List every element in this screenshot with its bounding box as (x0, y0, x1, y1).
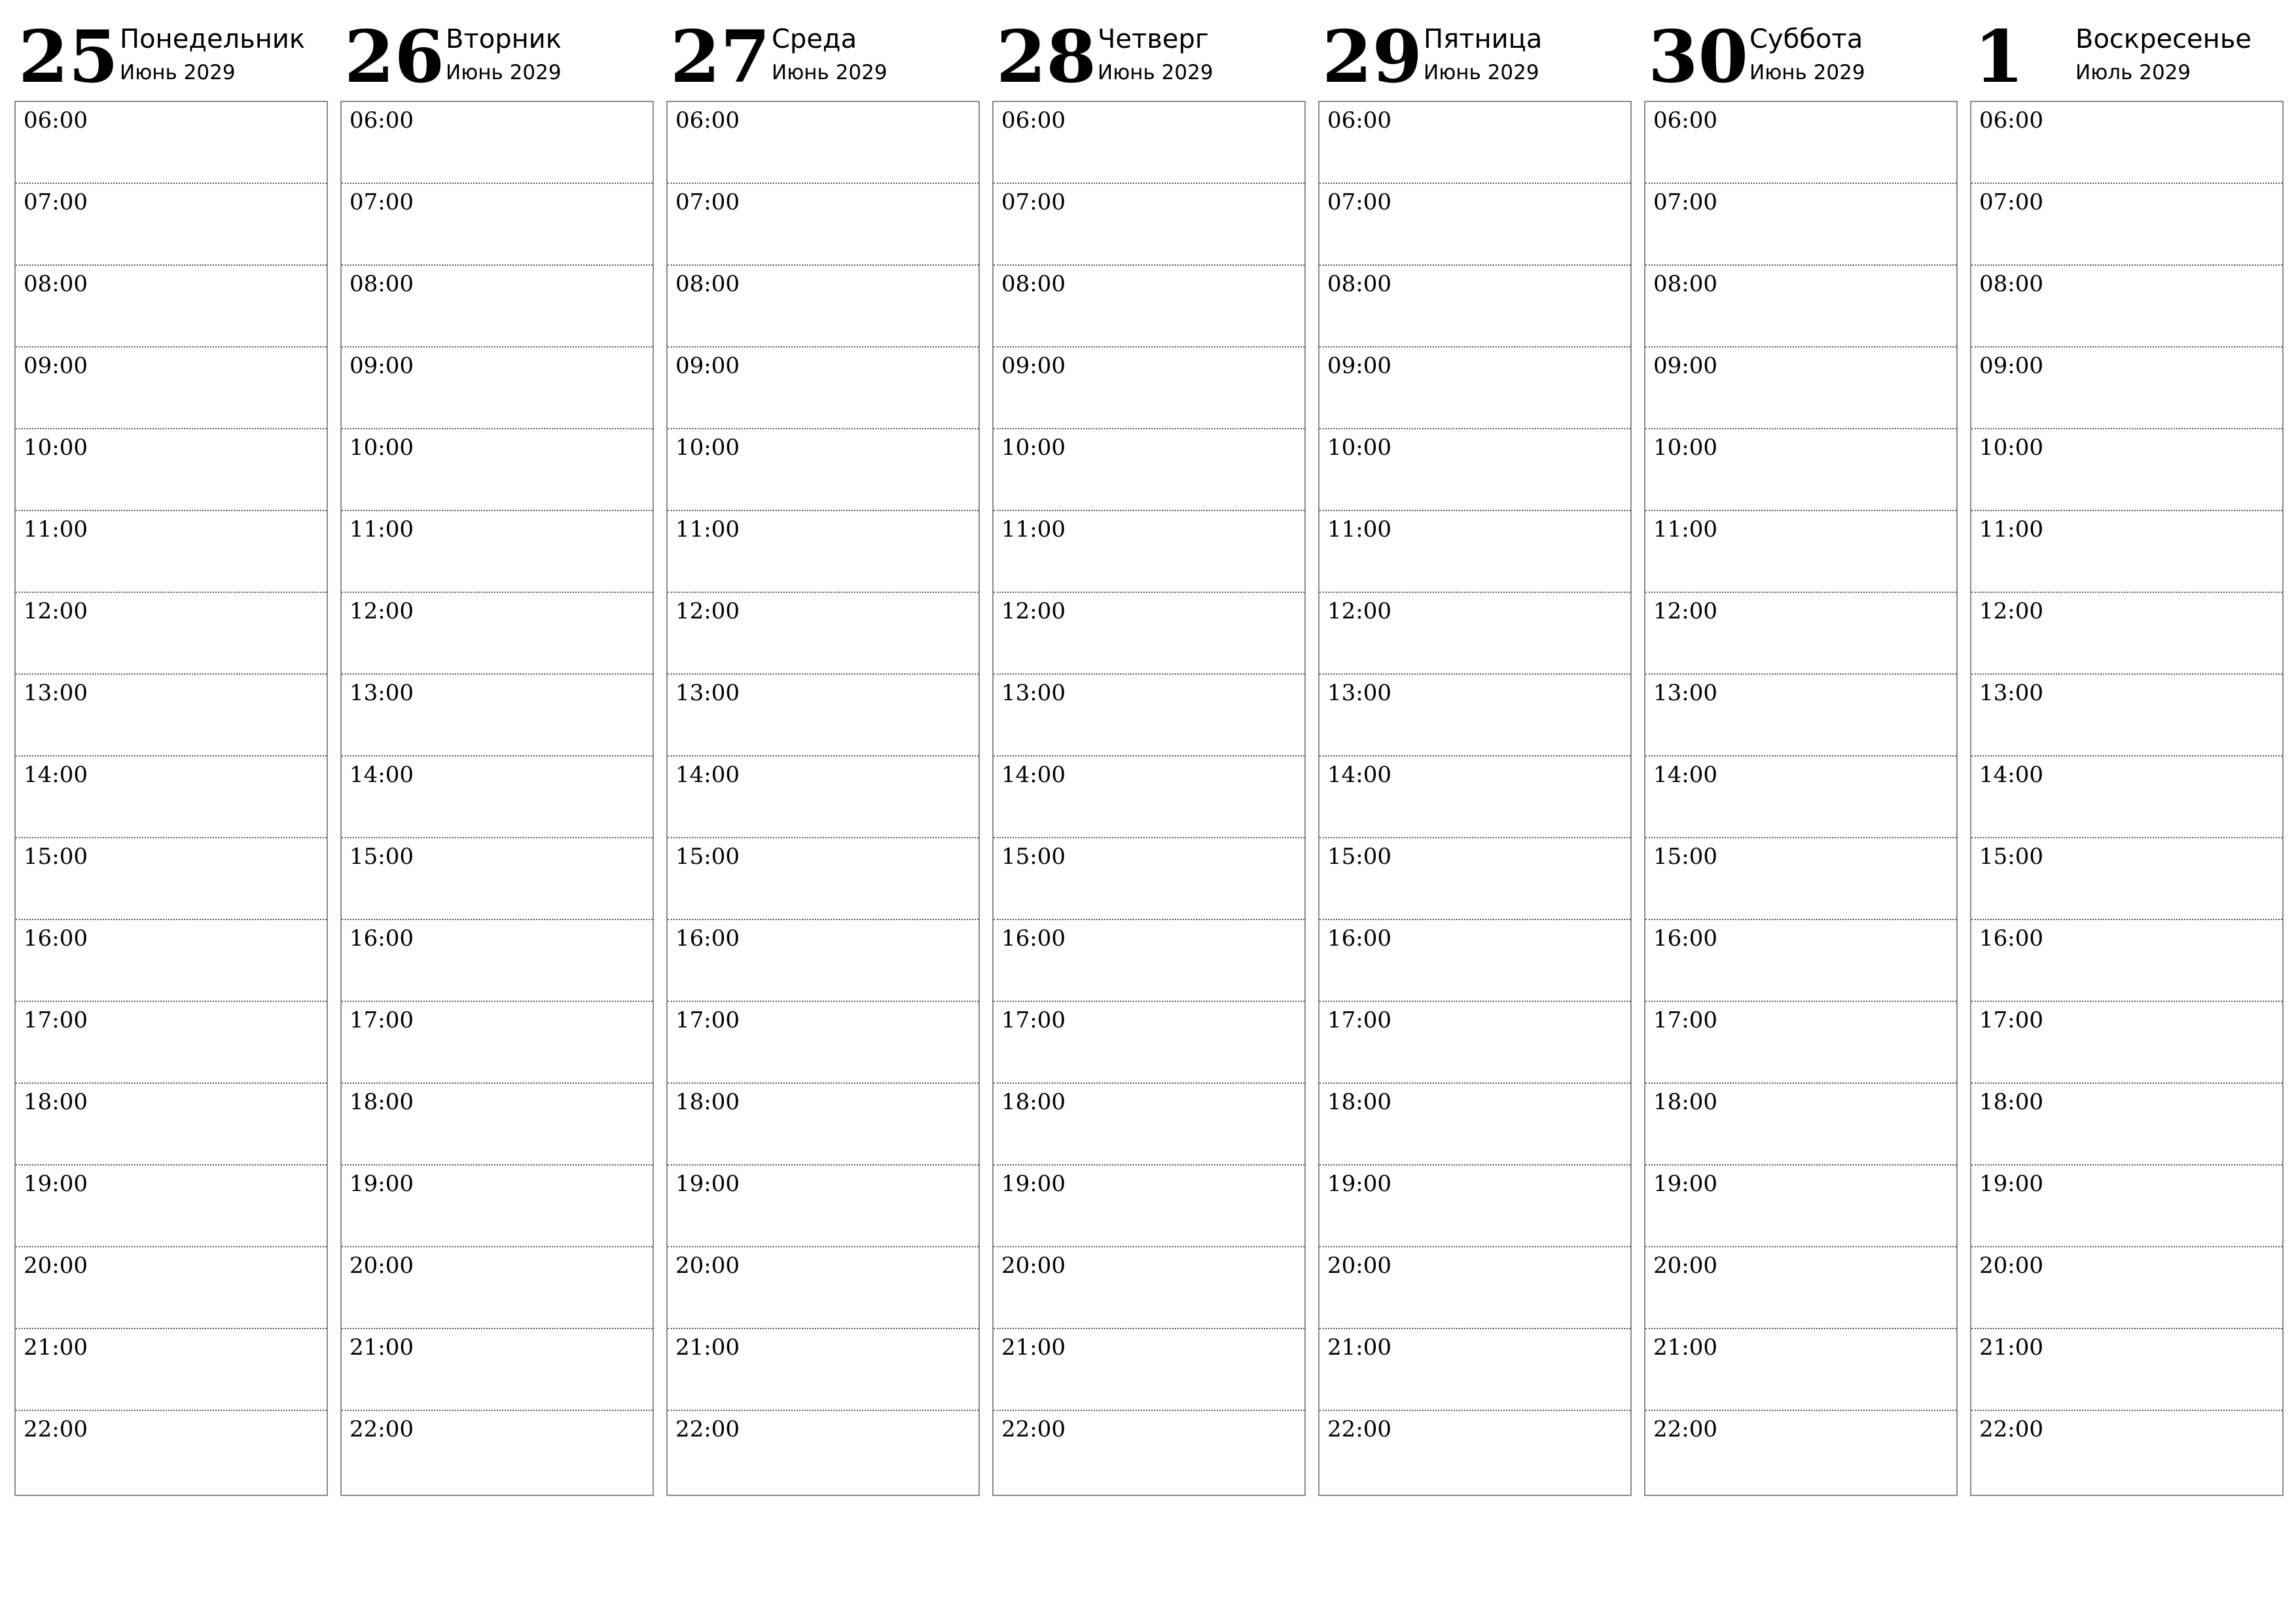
time-label: 13:00 (1653, 680, 1717, 706)
time-slot (1645, 102, 1956, 184)
time-label: 15:00 (350, 844, 414, 870)
day-month-year: Июнь 2029 (120, 61, 236, 84)
time-label: 07:00 (350, 189, 414, 215)
time-slot (16, 1166, 327, 1247)
day-month-year: Июнь 2029 (1098, 61, 1213, 84)
time-slot (1971, 511, 2282, 593)
time-slot (994, 1084, 1304, 1166)
time-label: 18:00 (675, 1089, 740, 1115)
time-slot (342, 429, 653, 511)
time-slot (668, 1166, 978, 1247)
time-label: 19:00 (675, 1171, 740, 1197)
time-slot (342, 1411, 653, 1493)
day-column (666, 0, 980, 1442)
time-label: 19:00 (1327, 1171, 1391, 1197)
time-slot (668, 429, 978, 511)
time-label: 21:00 (350, 1334, 414, 1361)
time-label: 06:00 (1001, 107, 1066, 134)
day-header (340, 0, 654, 101)
time-label: 07:00 (1979, 189, 2043, 215)
time-label: 18:00 (1653, 1089, 1717, 1115)
day-header (666, 0, 980, 101)
time-slot (1319, 1166, 1630, 1247)
time-slot (342, 1329, 653, 1411)
time-slot (1319, 102, 1630, 184)
time-label: 12:00 (350, 598, 414, 624)
time-slot (1971, 757, 2282, 838)
time-label: 07:00 (1327, 189, 1391, 215)
time-label: 17:00 (1327, 1007, 1391, 1033)
time-label: 07:00 (1001, 189, 1066, 215)
time-slot (16, 1247, 327, 1329)
time-slot (994, 838, 1304, 920)
time-label: 12:00 (1979, 598, 2043, 624)
time-slot (1319, 838, 1630, 920)
day-schedule-box (1318, 101, 1632, 1496)
time-label: 10:00 (1653, 435, 1717, 461)
time-slot (342, 1247, 653, 1329)
time-slot (1971, 1002, 2282, 1084)
time-label: 22:00 (675, 1416, 740, 1442)
time-slot (1645, 1411, 1956, 1493)
time-label: 16:00 (1327, 925, 1391, 952)
time-label: 21:00 (1001, 1334, 1066, 1361)
day-month-year: Июнь 2029 (1749, 61, 1865, 84)
day-schedule-box (666, 101, 980, 1496)
time-slot (16, 102, 327, 184)
time-label: 15:00 (1653, 844, 1717, 870)
time-slot (1319, 1411, 1630, 1493)
time-label: 12:00 (1653, 598, 1717, 624)
time-slot (668, 348, 978, 429)
day-number: 25 (18, 14, 119, 99)
time-label: 14:00 (24, 762, 88, 788)
time-slot (668, 920, 978, 1002)
time-label: 16:00 (1653, 925, 1717, 952)
time-label: 09:00 (1979, 353, 2043, 379)
time-label: 22:00 (1327, 1416, 1391, 1442)
time-slot (668, 266, 978, 348)
time-slot (1319, 1329, 1630, 1411)
time-label: 17:00 (1653, 1007, 1717, 1033)
time-label: 22:00 (350, 1416, 414, 1442)
time-label: 10:00 (24, 435, 88, 461)
time-label: 18:00 (24, 1089, 88, 1115)
time-slot (994, 184, 1304, 266)
time-slot (16, 1329, 327, 1411)
time-slot (1319, 1002, 1630, 1084)
time-slot (16, 1411, 327, 1493)
time-label: 15:00 (24, 844, 88, 870)
time-slot (16, 511, 327, 593)
time-label: 16:00 (350, 925, 414, 952)
day-month-year: Июнь 2029 (772, 61, 888, 84)
time-slot (1971, 838, 2282, 920)
time-slot (342, 593, 653, 675)
time-slot (668, 1329, 978, 1411)
time-label: 15:00 (1327, 844, 1391, 870)
day-month-year: Июнь 2029 (1424, 61, 1539, 84)
time-label: 15:00 (1001, 844, 1066, 870)
time-slot (994, 1166, 1304, 1247)
time-label: 20:00 (1001, 1253, 1066, 1279)
time-slot (1971, 348, 2282, 429)
time-label: 22:00 (1653, 1416, 1717, 1442)
time-slot (342, 1002, 653, 1084)
time-label: 21:00 (1327, 1334, 1391, 1361)
day-name: Среда (772, 24, 857, 54)
time-label: 11:00 (1001, 516, 1066, 543)
day-schedule-box (1644, 101, 1958, 1496)
time-slot (342, 757, 653, 838)
time-slot (1645, 266, 1956, 348)
time-slot (1319, 920, 1630, 1002)
time-label: 17:00 (350, 1007, 414, 1033)
time-slot (342, 348, 653, 429)
time-slot (16, 1084, 327, 1166)
time-label: 10:00 (1327, 435, 1391, 461)
time-label: 20:00 (1653, 1253, 1717, 1279)
time-slot (668, 1247, 978, 1329)
day-header (992, 0, 1306, 101)
time-label: 20:00 (1327, 1253, 1391, 1279)
time-label: 12:00 (675, 598, 740, 624)
time-label: 22:00 (1001, 1416, 1066, 1442)
time-slot (1319, 266, 1630, 348)
time-slot (342, 920, 653, 1002)
time-label: 09:00 (1327, 353, 1391, 379)
time-label: 12:00 (24, 598, 88, 624)
time-slot (1319, 1084, 1630, 1166)
time-slot (668, 511, 978, 593)
time-slot (1971, 920, 2282, 1002)
time-slot (16, 675, 327, 757)
time-label: 20:00 (24, 1253, 88, 1279)
time-slot (994, 429, 1304, 511)
time-label: 08:00 (1327, 271, 1391, 297)
time-label: 15:00 (1979, 844, 2043, 870)
time-label: 07:00 (24, 189, 88, 215)
time-label: 14:00 (675, 762, 740, 788)
time-label: 14:00 (1327, 762, 1391, 788)
time-slot (1971, 1329, 2282, 1411)
time-label: 21:00 (1979, 1334, 2043, 1361)
time-slot (16, 1002, 327, 1084)
time-slot (994, 1329, 1304, 1411)
day-number: 26 (344, 14, 445, 99)
time-slot (1319, 757, 1630, 838)
time-slot (994, 266, 1304, 348)
time-slot (668, 675, 978, 757)
time-label: 07:00 (675, 189, 740, 215)
time-label: 10:00 (1001, 435, 1066, 461)
time-label: 19:00 (1653, 1171, 1717, 1197)
time-label: 13:00 (24, 680, 88, 706)
day-name: Четверг (1098, 24, 1209, 54)
day-column (1318, 0, 1632, 1442)
time-slot (1645, 1166, 1956, 1247)
time-label: 17:00 (675, 1007, 740, 1033)
time-slot (16, 266, 327, 348)
time-slot (16, 920, 327, 1002)
time-slot (668, 1084, 978, 1166)
time-label: 08:00 (1001, 271, 1066, 297)
time-slot (1645, 184, 1956, 266)
time-slot (1645, 1002, 1956, 1084)
time-slot (994, 348, 1304, 429)
time-slot (1645, 757, 1956, 838)
time-label: 17:00 (1979, 1007, 2043, 1033)
time-label: 06:00 (350, 107, 414, 134)
time-slot (342, 1166, 653, 1247)
day-number: 29 (1322, 14, 1423, 99)
day-month-year: Июль 2029 (2075, 61, 2191, 84)
time-label: 13:00 (350, 680, 414, 706)
time-label: 11:00 (350, 516, 414, 543)
time-slot (994, 511, 1304, 593)
time-label: 11:00 (1653, 516, 1717, 543)
time-label: 14:00 (1653, 762, 1717, 788)
time-label: 19:00 (350, 1171, 414, 1197)
time-slot (1645, 1084, 1956, 1166)
time-slot (1319, 511, 1630, 593)
time-label: 10:00 (350, 435, 414, 461)
time-label: 06:00 (24, 107, 88, 134)
time-slot (1971, 429, 2282, 511)
time-slot (1319, 593, 1630, 675)
time-slot (342, 102, 653, 184)
day-schedule-box (992, 101, 1306, 1496)
time-label: 13:00 (1001, 680, 1066, 706)
time-label: 13:00 (1979, 680, 2043, 706)
time-slot (16, 429, 327, 511)
time-label: 08:00 (675, 271, 740, 297)
time-slot (16, 757, 327, 838)
day-header (1644, 0, 1958, 101)
time-label: 06:00 (675, 107, 740, 134)
time-label: 17:00 (24, 1007, 88, 1033)
time-label: 18:00 (1327, 1089, 1391, 1115)
time-slot (994, 1247, 1304, 1329)
day-number: 30 (1648, 14, 1749, 99)
time-label: 21:00 (675, 1334, 740, 1361)
time-label: 16:00 (1979, 925, 2043, 952)
time-slot (1971, 102, 2282, 184)
time-label: 19:00 (1979, 1171, 2043, 1197)
time-label: 13:00 (675, 680, 740, 706)
time-label: 09:00 (1653, 353, 1717, 379)
day-header (1970, 0, 2284, 101)
day-number: 28 (996, 14, 1097, 99)
time-label: 18:00 (1001, 1089, 1066, 1115)
time-slot (1319, 184, 1630, 266)
time-slot (994, 920, 1304, 1002)
time-slot (342, 1084, 653, 1166)
time-slot (994, 675, 1304, 757)
day-number: 27 (670, 14, 771, 99)
time-label: 18:00 (1979, 1089, 2043, 1115)
day-column (1644, 0, 1958, 1442)
day-month-year: Июнь 2029 (446, 61, 562, 84)
time-label: 09:00 (675, 353, 740, 379)
day-name: Суббота (1749, 24, 1863, 54)
time-slot (342, 675, 653, 757)
time-slot (1645, 348, 1956, 429)
day-header (1318, 0, 1632, 101)
time-slot (1971, 266, 2282, 348)
day-name: Пятница (1424, 24, 1543, 54)
day-column (1970, 0, 2284, 1442)
time-slot (1645, 429, 1956, 511)
time-slot (342, 266, 653, 348)
time-label: 11:00 (24, 516, 88, 543)
time-label: 14:00 (1979, 762, 2043, 788)
day-name: Понедельник (120, 24, 306, 54)
time-label: 09:00 (1001, 353, 1066, 379)
time-slot (1645, 593, 1956, 675)
time-label: 19:00 (1001, 1171, 1066, 1197)
time-label: 12:00 (1327, 598, 1391, 624)
time-slot (668, 1002, 978, 1084)
time-slot (342, 838, 653, 920)
time-slot (16, 593, 327, 675)
day-column (992, 0, 1306, 1442)
day-column (14, 0, 328, 1442)
time-label: 09:00 (24, 353, 88, 379)
time-slot (16, 184, 327, 266)
time-slot (994, 102, 1304, 184)
time-label: 20:00 (350, 1253, 414, 1279)
time-slot (668, 1411, 978, 1493)
time-label: 22:00 (24, 1416, 88, 1442)
day-name: Вторник (446, 24, 562, 54)
time-slot (16, 348, 327, 429)
time-label: 20:00 (1979, 1253, 2043, 1279)
time-label: 09:00 (350, 353, 414, 379)
time-label: 08:00 (1653, 271, 1717, 297)
time-label: 11:00 (1979, 516, 2043, 543)
time-slot (16, 838, 327, 920)
time-slot (1645, 675, 1956, 757)
day-header (14, 0, 328, 101)
time-slot (1971, 593, 2282, 675)
day-schedule-box (340, 101, 654, 1496)
time-slot (1645, 511, 1956, 593)
time-label: 20:00 (675, 1253, 740, 1279)
time-label: 21:00 (24, 1334, 88, 1361)
time-label: 19:00 (24, 1171, 88, 1197)
time-slot (668, 757, 978, 838)
day-schedule-box (1970, 101, 2284, 1496)
time-label: 14:00 (1001, 762, 1066, 788)
time-label: 12:00 (1001, 598, 1066, 624)
time-slot (342, 184, 653, 266)
day-column (340, 0, 654, 1442)
time-slot (1645, 1247, 1956, 1329)
time-slot (1971, 1084, 2282, 1166)
time-label: 10:00 (1979, 435, 2043, 461)
time-slot (668, 593, 978, 675)
time-slot (1971, 675, 2282, 757)
time-slot (668, 838, 978, 920)
day-name: Воскресенье (2075, 24, 2252, 54)
time-slot (994, 757, 1304, 838)
time-label: 14:00 (350, 762, 414, 788)
time-label: 21:00 (1653, 1334, 1717, 1361)
time-slot (1971, 1411, 2282, 1493)
time-label: 06:00 (1327, 107, 1391, 134)
time-label: 15:00 (675, 844, 740, 870)
time-label: 11:00 (1327, 516, 1391, 543)
time-slot (1971, 184, 2282, 266)
time-label: 11:00 (675, 516, 740, 543)
day-schedule-box (14, 101, 328, 1496)
time-slot (1645, 920, 1956, 1002)
time-label: 17:00 (1001, 1007, 1066, 1033)
time-slot (1971, 1166, 2282, 1247)
time-label: 10:00 (675, 435, 740, 461)
time-slot (1319, 348, 1630, 429)
time-slot (1319, 1247, 1630, 1329)
day-number: 1 (1974, 14, 2024, 99)
time-label: 06:00 (1653, 107, 1717, 134)
time-label: 22:00 (1979, 1416, 2043, 1442)
time-slot (342, 511, 653, 593)
time-label: 16:00 (1001, 925, 1066, 952)
time-label: 08:00 (1979, 271, 2043, 297)
time-slot (1645, 838, 1956, 920)
time-label: 08:00 (350, 271, 414, 297)
time-slot (1645, 1329, 1956, 1411)
time-label: 06:00 (1979, 107, 2043, 134)
time-label: 13:00 (1327, 680, 1391, 706)
time-slot (1319, 429, 1630, 511)
time-slot (994, 1411, 1304, 1493)
time-label: 08:00 (24, 271, 88, 297)
time-label: 16:00 (675, 925, 740, 952)
time-label: 16:00 (24, 925, 88, 952)
time-slot (994, 1002, 1304, 1084)
time-slot (668, 102, 978, 184)
time-slot (994, 593, 1304, 675)
time-label: 18:00 (350, 1089, 414, 1115)
time-slot (1971, 1247, 2282, 1329)
time-label: 07:00 (1653, 189, 1717, 215)
time-slot (668, 184, 978, 266)
time-slot (1319, 675, 1630, 757)
